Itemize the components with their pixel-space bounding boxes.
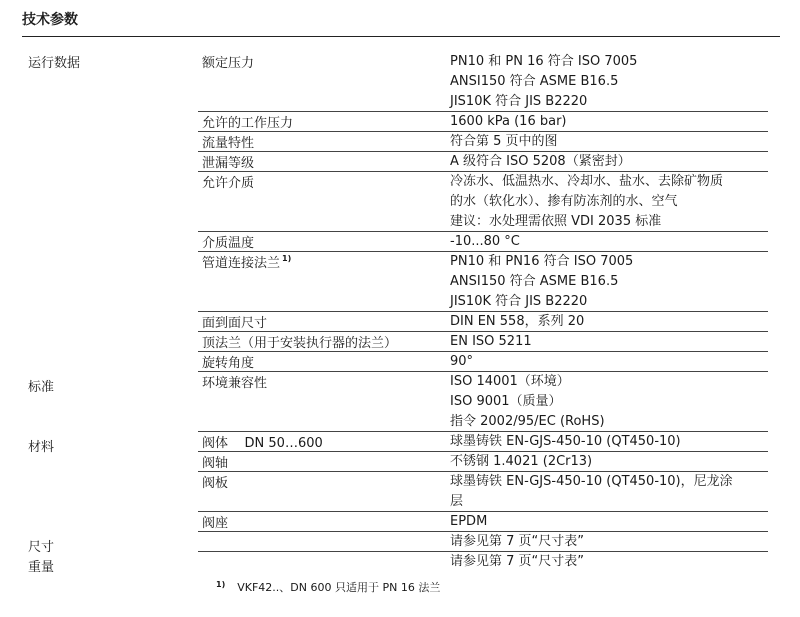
- value-line: ANSI150 符合 ASME B16.5: [450, 274, 619, 289]
- row-values: [450, 172, 723, 232]
- section-dimensions: 尺寸: [28, 540, 55, 555]
- row-label: 环境兼容性: [202, 376, 268, 391]
- row-values: [450, 432, 681, 452]
- spec-row-permissible-media: [198, 171, 768, 232]
- row-label: 允许的工作压力: [202, 116, 294, 131]
- spec-row-valve-seat: [198, 511, 768, 532]
- row-values: [450, 352, 473, 372]
- row-values: [450, 312, 584, 332]
- page-title: 技术参数: [22, 12, 78, 28]
- value-line: JIS10K 符合 JIS B2220: [450, 294, 588, 309]
- spec-row-medium-temperature: [198, 231, 768, 252]
- row-label-text: 管道连接法兰: [202, 256, 281, 271]
- row-label: 阀板: [202, 476, 229, 491]
- row-values: [450, 332, 532, 352]
- value-line: 的水（软化水）、掺有防冻剂的水、空气: [450, 194, 678, 209]
- spec-row-environmental: [198, 371, 768, 432]
- spec-row-leakage-class: [198, 151, 768, 172]
- row-label: 阀轴: [202, 456, 229, 471]
- value-line: 不锈钢 1.4021 (2Cr13): [450, 454, 593, 469]
- section-standards: 标准: [28, 380, 55, 395]
- row-values: [450, 232, 520, 252]
- row-label: 额定压力: [202, 56, 255, 71]
- spec-row-valve-body: [198, 431, 768, 452]
- spec-row-nominal-pressure: [198, 51, 768, 112]
- spec-row-pipe-flange: [198, 251, 768, 312]
- value-line: ANSI150 符合 ASME B16.5: [450, 74, 619, 89]
- spec-row-flow-characteristic: [198, 131, 768, 152]
- value-line: 球墨铸铁 EN-GJS-450-10 (QT450-10): [450, 434, 681, 449]
- row-values: [450, 152, 631, 172]
- row-values: [450, 452, 592, 472]
- spec-row-dimensions: [198, 531, 768, 552]
- row-label: 流量特性: [202, 136, 255, 151]
- row-label: 阀体 DN 50…600: [202, 436, 323, 451]
- footnote-marker: 1): [216, 580, 226, 589]
- footnote-marker: 1): [282, 254, 292, 263]
- row-values: [450, 512, 487, 532]
- row-values: [450, 132, 558, 152]
- section-materials: 材料: [28, 440, 55, 455]
- value-line: 指令 2002/95/EC (RoHS): [450, 414, 605, 429]
- value-line: EN ISO 5211: [450, 334, 532, 349]
- value-line: 球墨铸铁 EN-GJS-450-10 (QT450-10)，尼龙涂: [450, 474, 733, 489]
- spec-row-valve-disc: [198, 471, 768, 512]
- value-line: 1600 kPa (16 bar): [450, 114, 567, 129]
- row-values: [450, 532, 584, 552]
- spec-row-weight: [198, 551, 768, 571]
- value-line: PN10 和 PN 16 符合 ISO 7005: [450, 54, 638, 69]
- value-line: 层: [450, 494, 464, 509]
- row-label: 允许介质: [202, 176, 255, 191]
- value-line: ISO 14001（环境）: [450, 374, 570, 389]
- footnote: [216, 579, 440, 595]
- value-line: 符合第 5 页中的图: [450, 134, 558, 149]
- row-label: 旋转角度: [202, 356, 255, 371]
- spec-row-face-to-face: [198, 311, 768, 332]
- spec-row-working-pressure: [198, 111, 768, 132]
- value-line: JIS10K 符合 JIS B2220: [450, 94, 588, 109]
- value-line: 请参见第 7 页“尺寸表”: [450, 554, 585, 569]
- value-line: ISO 9001（质量）: [450, 394, 562, 409]
- value-line: A 级符合 ISO 5208（紧密封）: [450, 154, 631, 169]
- value-line: DIN EN 558，系列 20: [450, 314, 585, 329]
- value-line: 冷冻水、低温热水、冷却水、盐水、去除矿物质: [450, 174, 724, 189]
- row-values: [450, 252, 633, 312]
- value-line: PN10 和 PN16 符合 ISO 7005: [450, 254, 634, 269]
- spec-row-top-flange: [198, 331, 768, 352]
- row-label: 面到面尺寸: [202, 316, 268, 331]
- row-label: 阀座: [202, 516, 229, 531]
- spec-row-rotation-angle: [198, 351, 768, 372]
- value-line: EPDM: [450, 514, 488, 529]
- row-values: [450, 112, 566, 132]
- value-line: 请参见第 7 页“尺寸表”: [450, 534, 585, 549]
- row-label: 顶法兰（用于安装执行器的法兰）: [202, 336, 398, 351]
- row-values: [450, 52, 637, 112]
- section-operating-data: 运行数据: [28, 56, 81, 71]
- row-label: [202, 252, 291, 271]
- value-line: 90°: [450, 354, 474, 369]
- footnote-text: VKF42..、DN 600 只适用于 PN 16 法兰: [237, 581, 441, 594]
- value-line: -10...80 °C: [450, 234, 520, 249]
- row-values: [450, 552, 584, 572]
- section-weight: 重量: [28, 560, 55, 575]
- value-line: 建议：水处理需依照 VDI 2035 标准: [450, 214, 662, 229]
- spec-row-valve-stem: [198, 451, 768, 472]
- row-values: [450, 472, 733, 512]
- row-values: [450, 372, 605, 432]
- row-label: 介质温度: [202, 236, 255, 251]
- row-label: 泄漏等级: [202, 156, 255, 171]
- title-rule: [22, 36, 780, 37]
